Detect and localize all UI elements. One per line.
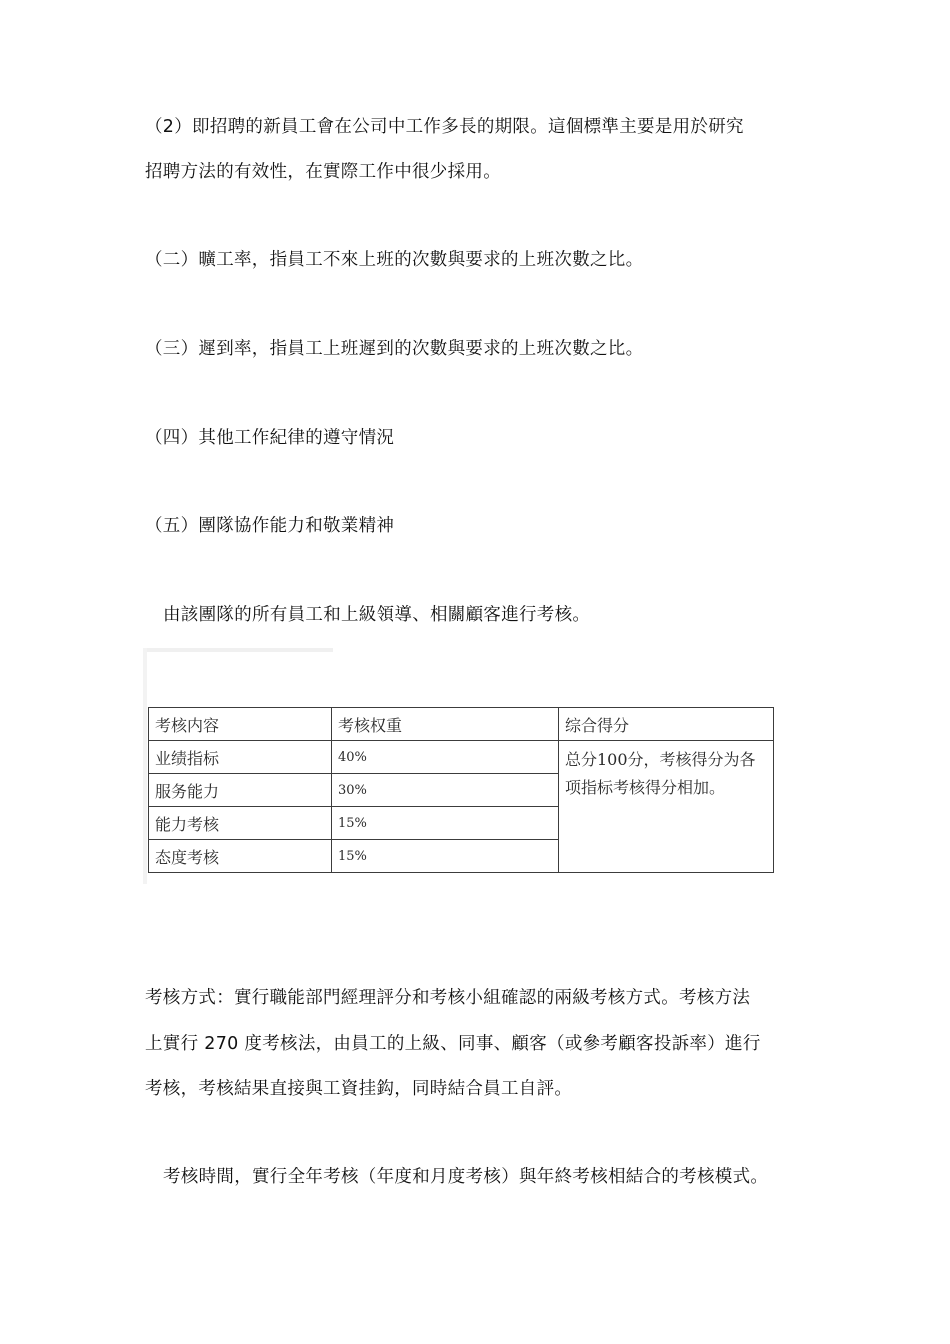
paragraph-timing: 考核時間，實行全年考核（年度和月度考核）與年終考核相結合的考核模式。 [163,1167,769,1187]
row-content: 态度考核 [149,840,332,873]
row-weight: 15% [332,807,559,840]
total-note-line1: 总分100分，考核得分为各 [565,750,756,769]
paragraph-lateness: （三）遲到率，指員工上班遲到的次數與要求的上班次數之比。 [145,339,644,359]
header-content: 考核内容 [149,708,332,741]
score-table [148,707,774,873]
row-content: 服务能力 [149,774,332,807]
total-note-line2: 项指标考核得分相加。 [565,778,726,797]
table-row [149,741,774,774]
paragraph-method-line3: 考核，考核結果直接與工資挂鈎，同時結合員工自評。 [145,1079,573,1099]
paragraph-assessors: 由該團隊的所有員工和上級領導、相關顧客進行考核。 [163,605,591,625]
total-score-note [559,741,774,873]
paragraph-method-line2: 上實行 270 度考核法，由員工的上級、同事、顧客（或參考顧客投訴率）進行 [145,1034,761,1054]
image-border-top [143,648,333,652]
row-weight: 30% [332,774,559,807]
header-total: 综合得分 [559,708,774,741]
paragraph-teamwork: （五）團隊協作能力和敬業精神 [145,516,395,536]
row-content: 业绩指标 [149,741,332,774]
row-weight: 40% [332,741,559,774]
paragraph-method-line1: 考核方式：實行職能部門經理評分和考核小組確認的兩級考核方式。考核方法 [145,988,751,1008]
table-header-row [149,708,774,741]
paragraph-discipline: （四）其他工作紀律的遵守情況 [145,428,395,448]
score-table-image [143,648,775,884]
paragraph-retention-line1: （2）即招聘的新員工會在公司中工作多長的期限。這個標準主要是用於研究 [145,117,744,137]
image-border-left [143,648,147,884]
paragraph-absenteeism: （二）曠工率，指員工不來上班的次數與要求的上班次數之比。 [145,250,644,270]
row-weight: 15% [332,840,559,873]
row-content: 能力考核 [149,807,332,840]
paragraph-retention-line2: 招聘方法的有效性，在實際工作中很少採用。 [145,162,501,182]
header-weight: 考核权重 [332,708,559,741]
